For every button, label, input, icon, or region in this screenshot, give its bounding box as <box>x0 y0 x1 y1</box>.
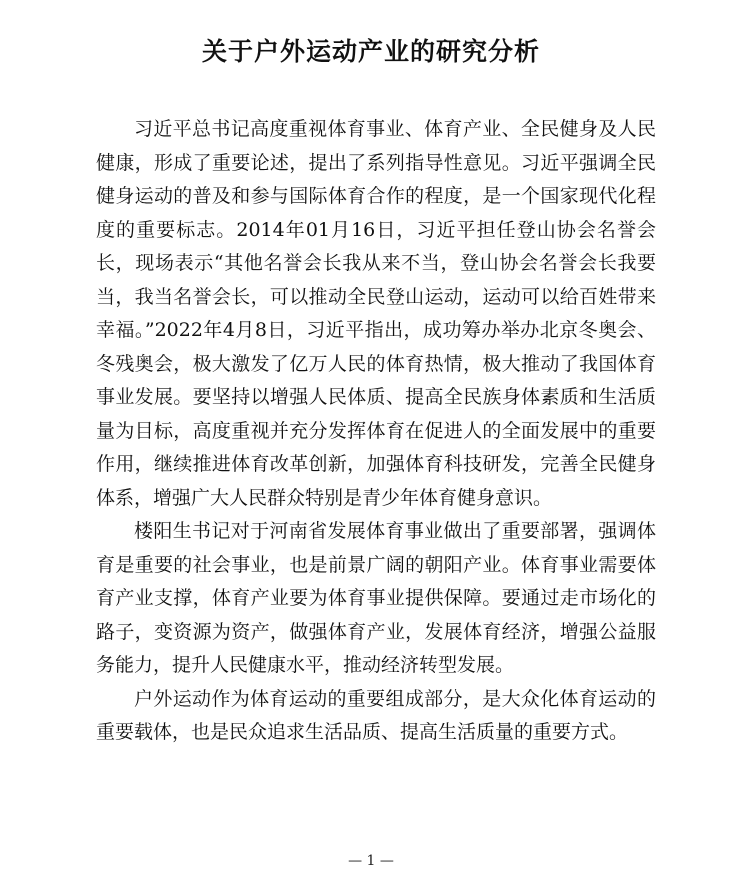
paragraph-1: 习近平总书记高度重视体育事业、体育产业、全民健身及人民健康，形成了重要论述，提出了系列指导性意见。习近平强调全民健身运动的普及和参与国际体育合作的程度，是一个国家现代化程度的重要标志。2014年01月16日，习近平担任登山协会名誉会长，现场表示“其他名誉会长我从来不当，登山协会名誉会长我要当，我当名誉会长，可以推动全民登山运动，运动可以给百姓带来幸福。”2022年4月8日，习近平指出，成功筹办举办北京冬奥会、冬残奥会，极大激发了亿万人民的体育热情，极大推动了我国体育事业发展。要坚持以增强人民体质、提高全民族身体素质和生活质量为目标，高度重视并充分发挥体育在促进人的全面发展中的重要作用，继续推进体育改革创新，加强体育科技研发，完善全民健身体系，增强广大人民群众特别是青少年体育健身意识。 <box>96 118 656 509</box>
paragraph-2: 楼阳生书记对于河南省发展体育事业做出了重要部署，强调体育是重要的社会事业，也是前景广阔的朝阳产业。体育事业需要体育产业支撑，体育产业要为体育事业提供保障。要通过走市场化的路子，变资源为资产，做强体育产业，发展体育经济，增强公益服务能力，提升人民健康水平，推动经济转型发展。 <box>96 520 656 676</box>
document-body <box>96 113 656 750</box>
document-title: 关于户外运动产业的研究分析 <box>201 37 540 66</box>
page-number: — 1 — <box>348 853 394 869</box>
paragraph-3: 户外运动作为体育运动的重要组成部分，是大众化体育运动的重要载体，也是民众追求生活品质、提高生活质量的重要方式。 <box>96 687 656 743</box>
